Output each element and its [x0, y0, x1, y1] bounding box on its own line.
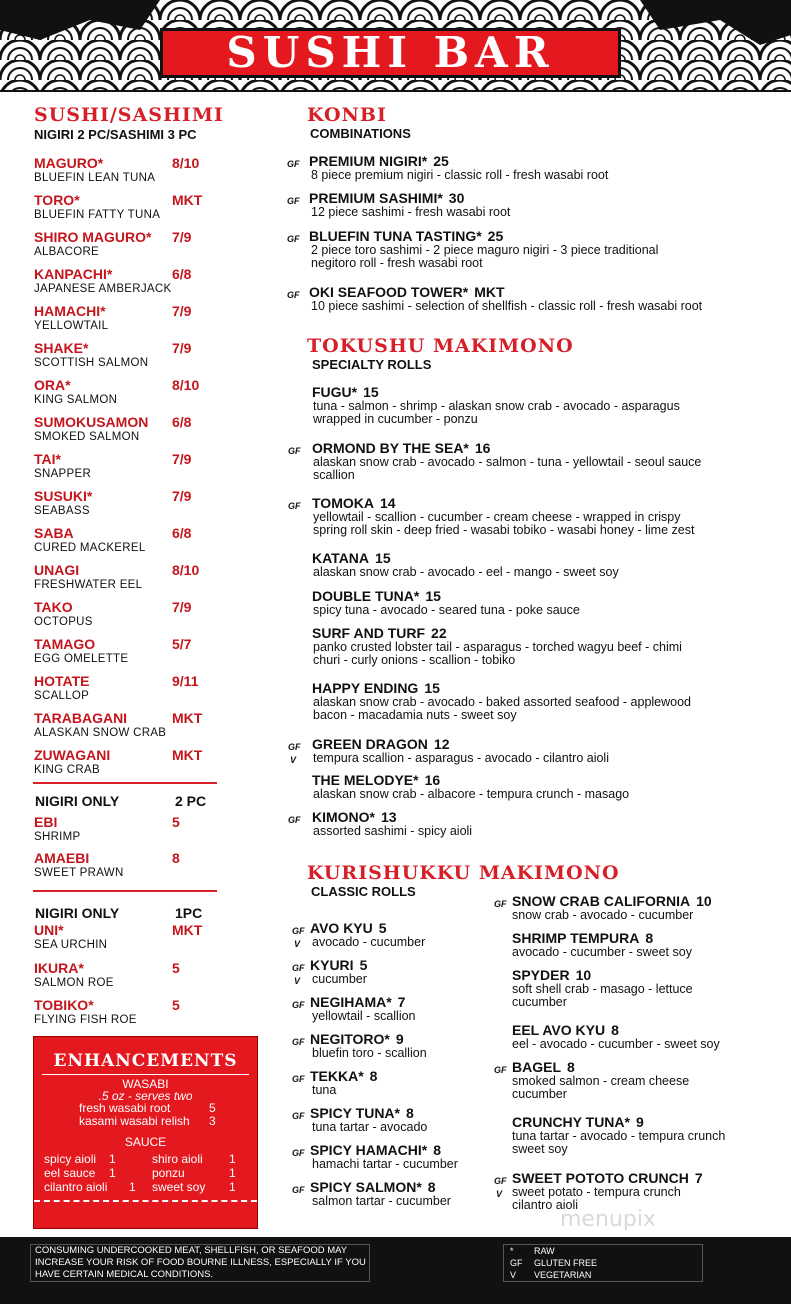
item-description: SEA URCHIN: [34, 939, 108, 951]
wasabi-heading: WASABI: [122, 1077, 169, 1091]
item-description: SCOTTISH SALMON: [34, 357, 149, 369]
menu-item: [312, 497, 694, 537]
menu-item: [310, 996, 416, 1023]
menu-item: [512, 1116, 725, 1156]
item-price: 7/9: [172, 303, 192, 319]
item-name: KIMONO*: [312, 809, 375, 825]
item-description: churi - curly onions - scallion - tobiko: [313, 653, 516, 667]
item-name: TEKKA*: [310, 1068, 364, 1084]
gluten-free-tag: GF: [494, 899, 507, 909]
item-name: DOUBLE TUNA*: [312, 588, 420, 604]
item-price: 5: [359, 957, 368, 973]
item-price: 8: [645, 930, 654, 946]
item-price: 16: [474, 440, 491, 456]
item-description: FRESHWATER EEL: [34, 579, 143, 591]
item-name: SHAKE*: [34, 340, 89, 356]
item-price: 7/9: [172, 451, 192, 467]
menu-item: [309, 155, 608, 182]
item-price: 25: [433, 153, 449, 169]
vegetarian-tag: V: [496, 1189, 503, 1199]
item-description: 10 piece sashimi - selection of shellfish - classic roll - fresh wasabi root: [311, 299, 703, 313]
item-name: CRUNCHY TUNA*: [512, 1114, 630, 1130]
item-name: EEL AVO KYU: [512, 1022, 606, 1038]
legend-box: [503, 1244, 703, 1282]
item-name: SPYDER: [512, 967, 570, 983]
item-description: 12 piece sashimi - fresh wasabi root: [311, 205, 511, 219]
sauce-price: 1: [129, 1180, 136, 1194]
menu-item: [34, 636, 210, 670]
nigiri-1pc-heading: [35, 905, 203, 921]
menu-item: [310, 1033, 427, 1060]
menu-item: [34, 340, 210, 374]
item-description: BLUEFIN LEAN TUNA: [34, 172, 156, 184]
item-name: SURF AND TURF: [312, 625, 426, 641]
fresh-wasabi-label: fresh wasabi root: [79, 1101, 171, 1115]
item-description: tempura scallion - asparagus - avocado - cilantro aioli: [313, 751, 609, 765]
sauce-name: ponzu: [152, 1166, 185, 1180]
item-description: yellowtail - scallion: [312, 1009, 416, 1023]
tokushu-title: TOKUSHU MAKIMONO: [307, 335, 574, 357]
item-price: 8/10: [172, 377, 200, 393]
item-description: SEABASS: [34, 505, 90, 517]
nigiri-2pc-heading: [35, 793, 207, 809]
item-description: sweet potato - tempura crunch: [512, 1185, 681, 1199]
item-name: MAGURO*: [34, 155, 104, 171]
item-name: HAMACHI*: [34, 303, 106, 319]
item-description: SNAPPER: [34, 468, 92, 480]
vegetarian-tag: V: [294, 939, 301, 949]
menu-item: [34, 303, 210, 337]
item-price: 8: [405, 1105, 414, 1121]
enhancements-box: [33, 1036, 258, 1229]
item-name: UNAGI: [34, 562, 80, 578]
gluten-free-tag: GF: [292, 1185, 305, 1195]
item-price: 7: [694, 1170, 703, 1186]
item-price: 8: [567, 1059, 575, 1075]
item-description: SMOKED SALMON: [34, 431, 140, 443]
item-price: 7/9: [172, 229, 192, 245]
item-name: SPICY HAMACHI*: [310, 1142, 428, 1158]
sauce-price: 1: [229, 1152, 236, 1166]
gluten-free-tag: GF: [292, 1074, 305, 1084]
item-name: GREEN DRAGON: [312, 736, 428, 752]
item-price: 8: [433, 1142, 441, 1158]
classic-title: KURISHUKKU MAKIMONO: [307, 862, 620, 884]
menu-item: [310, 1070, 377, 1097]
item-name: SHRIMP TEMPURA: [512, 930, 640, 946]
item-price: 25: [487, 228, 504, 244]
item-name: SUSUKI*: [34, 488, 93, 504]
item-name: IKURA*: [34, 960, 84, 976]
menu-item: [309, 230, 658, 270]
menu-item: [512, 969, 693, 1009]
item-description: CURED MACKEREL: [34, 542, 146, 554]
gluten-free-tag: GF: [287, 159, 300, 169]
item-price: 6/8: [172, 525, 192, 541]
item-price: 22: [431, 625, 447, 641]
menu-item: [34, 960, 210, 994]
item-description: cucumber: [312, 972, 367, 986]
menu-item: [34, 192, 210, 226]
menu-item: [34, 599, 210, 633]
legend-label: GLUTEN FREE: [534, 1258, 598, 1268]
menu-item: [34, 488, 210, 522]
gluten-free-tag: GF: [292, 1148, 305, 1158]
item-description: assorted sashimi - spicy aioli: [313, 824, 473, 838]
item-price: 8: [172, 850, 180, 866]
item-description: sweet soy: [512, 1142, 568, 1156]
item-description: cilantro aioli: [512, 1198, 579, 1212]
vegetarian-tag: V: [294, 976, 301, 986]
sauce-price: 1: [229, 1166, 236, 1180]
item-description: cucumber: [512, 995, 567, 1009]
item-description: 8 piece premium nigiri - classic roll - fresh wasabi root: [311, 168, 609, 182]
gluten-free-tag: GF: [287, 196, 300, 206]
menu-item: [312, 811, 472, 838]
item-name: EBI: [34, 814, 58, 830]
item-description: avocado - cucumber - sweet soy: [512, 945, 692, 959]
menu-item: [312, 682, 691, 722]
menu-item: [34, 997, 210, 1031]
menu-item: [34, 451, 210, 485]
item-description: SWEET PRAWN: [34, 867, 124, 879]
item-price: 9: [395, 1031, 404, 1047]
item-description: negitoro roll - fresh wasabi root: [311, 256, 483, 270]
item-description: 2 piece toro sashimi - 2 piece maguro nigiri - 3 piece traditional: [311, 243, 659, 257]
item-name: SUMOKUSAMON: [34, 414, 149, 430]
menu-item: [310, 959, 367, 986]
nigiri-2pc-label: NIGIRI ONLY: [35, 793, 120, 809]
title-box: [160, 28, 621, 78]
sashimi-title: SUSHI/SASHIMI: [34, 104, 224, 126]
item-name: TAKO: [34, 599, 73, 615]
item-description: snow crab - avocado - cucumber: [512, 908, 694, 922]
gluten-free-tag: GF: [288, 742, 301, 752]
item-description: avocado - cucumber: [312, 935, 426, 949]
sauce-name: sweet soy: [152, 1180, 206, 1194]
gluten-free-tag: GF: [292, 1000, 305, 1010]
menu-item: [312, 386, 680, 426]
item-price: 5/7: [172, 636, 192, 652]
item-price: 8: [427, 1179, 436, 1195]
item-name: SHIRO MAGURO*: [34, 229, 152, 245]
item-description: KING SALMON: [34, 394, 118, 406]
item-description: SCALLOP: [34, 690, 90, 702]
item-description: bluefin toro - scallion: [312, 1046, 427, 1060]
sauce-name: spicy aioli: [44, 1152, 97, 1166]
item-name: BAGEL: [512, 1059, 561, 1075]
menu-item: [310, 922, 425, 949]
item-name: ZUWAGANI: [34, 747, 111, 763]
item-name: KATANA: [312, 550, 370, 566]
menu-item: [309, 286, 702, 313]
konbi-subtitle: COMBINATIONS: [310, 126, 411, 141]
divider: [34, 1200, 257, 1202]
menu-item: [34, 562, 210, 596]
gluten-free-tag: GF: [292, 963, 305, 973]
gluten-free-tag: GF: [288, 501, 301, 511]
konbi-title: KONBI: [307, 104, 387, 126]
menu-item: [34, 414, 210, 448]
item-name: TOBIKO*: [34, 997, 94, 1013]
item-price: 8: [369, 1068, 378, 1084]
menu-item: [34, 229, 210, 263]
menu-item: [34, 710, 210, 744]
header-banner: [0, 0, 791, 92]
menu-item: [34, 266, 210, 300]
item-name: THE MELODYE*: [312, 772, 419, 788]
nigiri-1pc-count: 1PC: [175, 905, 203, 921]
menu-item: [34, 377, 210, 411]
item-price: 9/11: [172, 673, 199, 689]
warning-line: INCREASE YOUR RISK OF FOOD BOURNE ILLNESS, ESPECIALLY IF YOU: [35, 1257, 366, 1268]
menu-item: [312, 738, 609, 765]
item-price: 9: [635, 1114, 644, 1130]
item-price: 7: [397, 994, 406, 1010]
item-description: tuna tartar - avocado - tempura crunch: [512, 1129, 726, 1143]
gluten-free-tag: GF: [292, 1037, 305, 1047]
item-name: HAPPY ENDING: [312, 680, 419, 696]
item-description: cucumber: [512, 1087, 567, 1101]
menu-item: [312, 627, 682, 667]
sauce-name: shiro aioli: [152, 1152, 203, 1166]
sashimi-subtitle: NIGIRI 2 PC/SASHIMI 3 PC: [34, 127, 197, 142]
item-description: ALASKAN SNOW CRAB: [34, 727, 167, 739]
item-name: UNI*: [34, 922, 64, 938]
fresh-wasabi-price: 5: [209, 1101, 216, 1115]
item-description: tuna: [312, 1083, 337, 1097]
legend-key: *: [510, 1246, 514, 1256]
item-description: alaskan snow crab - avocado - baked assorted seafood - applewood: [313, 695, 692, 709]
item-price: 30: [448, 190, 465, 206]
item-name: PREMIUM NIGIRI*: [309, 153, 428, 169]
menu-item: [312, 552, 619, 579]
item-price: 16: [424, 772, 441, 788]
item-name: TORO*: [34, 192, 80, 208]
nigiri-1pc-label: NIGIRI ONLY: [35, 905, 120, 921]
classic-subtitle: CLASSIC ROLLS: [311, 884, 416, 899]
item-description: salmon tartar - cucumber: [312, 1194, 451, 1208]
item-description: soft shell crab - masago - lettuce: [512, 982, 693, 996]
item-name: KANPACHI*: [34, 266, 113, 282]
enhancements-title: ENHANCEMENTS: [53, 1051, 238, 1071]
item-price: 5: [172, 997, 180, 1013]
item-description: eel - avocado - cucumber - sweet soy: [512, 1037, 720, 1051]
item-description: OCTOPUS: [34, 616, 93, 628]
item-price: 15: [363, 384, 379, 400]
menu-item: [310, 1144, 458, 1171]
item-name: TOMOKA: [312, 495, 374, 511]
item-price: 6/8: [172, 414, 192, 430]
item-price: 5: [172, 814, 180, 830]
legend-key: GF: [510, 1258, 523, 1268]
item-name: NEGITORO*: [310, 1031, 390, 1047]
item-name: SPICY SALMON*: [310, 1179, 422, 1195]
vegetarian-tag: V: [290, 755, 297, 765]
wasabi-note: .5 oz - serves two: [98, 1089, 193, 1103]
item-description: tuna tartar - avocado: [312, 1120, 428, 1134]
item-description: yellowtail - scallion - cucumber - cream cheese - wrapped in crispy: [313, 510, 681, 524]
gluten-free-tag: GF: [287, 290, 300, 300]
item-description: SHRIMP: [34, 831, 81, 843]
item-description: hamachi tartar - cucumber: [312, 1157, 458, 1171]
item-description: tuna - salmon - shrimp - alaskan snow crab - avocado - asparagus: [313, 399, 680, 413]
item-name: TARABAGANI: [34, 710, 128, 726]
item-description: spicy tuna - avocado - seared tuna - poke sauce: [313, 603, 580, 617]
item-price: 15: [425, 588, 441, 604]
menu-item: [34, 155, 210, 189]
item-description: JAPANESE AMBERJACK: [34, 283, 172, 295]
item-name: AMAEBI: [34, 850, 90, 866]
item-name: HOTATE: [34, 673, 90, 689]
item-name: SPICY TUNA*: [310, 1105, 400, 1121]
item-description: scallion: [313, 468, 355, 482]
item-price: 5: [172, 960, 180, 976]
footer: [0, 1237, 791, 1304]
item-description: bacon - macadamia nuts - sweet soy: [313, 708, 517, 722]
item-price: 8: [611, 1022, 619, 1038]
item-price: 7/9: [172, 599, 192, 615]
item-name: PREMIUM SASHIMI*: [309, 190, 443, 206]
item-price: 10: [696, 893, 712, 909]
item-description: KING CRAB: [34, 764, 100, 776]
item-price: 12: [433, 736, 450, 752]
legend-label: RAW: [534, 1246, 555, 1256]
menu-item: [310, 1107, 427, 1134]
nigiri-2pc-count: 2 PC: [175, 793, 207, 809]
item-name: SABA: [34, 525, 74, 541]
item-price: 8/10: [172, 155, 200, 171]
item-description: alaskan snow crab - avocado - salmon - tuna - yellowtail - seoul sauce: [313, 455, 702, 469]
gluten-free-tag: GF: [288, 815, 301, 825]
item-price: 6/8: [172, 266, 192, 282]
menu-item: [512, 1024, 720, 1051]
gluten-free-tag: GF: [288, 446, 301, 456]
menu-item: [310, 1181, 451, 1208]
menu-item: [512, 895, 712, 922]
item-description: YELLOWTAIL: [34, 320, 109, 332]
divider: [42, 1074, 249, 1075]
gluten-free-tag: GF: [494, 1065, 507, 1075]
health-warning: [30, 1244, 370, 1282]
item-price: 7/9: [172, 340, 192, 356]
item-description: panko crusted lobster tail - asparagus - torched wagyu beef - chimi: [313, 640, 682, 654]
sauce-heading: SAUCE: [124, 1135, 167, 1149]
item-description: BLUEFIN FATTY TUNA: [34, 209, 161, 221]
item-description: ALBACORE: [34, 246, 100, 258]
item-name: TAMAGO: [34, 636, 96, 652]
divider: [33, 782, 217, 784]
kasami-wasabi-price: 3: [209, 1114, 216, 1128]
watermark: menupix: [560, 1207, 656, 1232]
item-price: 15: [424, 680, 440, 696]
menu-item: [34, 922, 210, 956]
item-name: AVO KYU: [310, 920, 373, 936]
item-name: BLUEFIN TUNA TASTING*: [309, 228, 482, 244]
item-price: MKT: [172, 710, 203, 726]
item-price: 5: [378, 920, 387, 936]
item-price: 14: [379, 495, 396, 511]
item-description: alaskan snow crab - avocado - eel - mango - sweet soy: [313, 565, 619, 579]
menu-item: [312, 590, 580, 617]
menu-item: [34, 814, 210, 848]
item-price: 8/10: [172, 562, 200, 578]
item-description: wrapped in cucumber - ponzu: [313, 412, 478, 426]
item-name: ORA*: [34, 377, 71, 393]
sauce-price: 1: [229, 1180, 236, 1194]
item-name: FUGU*: [312, 384, 358, 400]
menu-item: [34, 850, 210, 884]
divider: [33, 890, 217, 892]
item-price: MKT: [172, 922, 203, 938]
page-title: SUSHI BAR: [226, 28, 555, 77]
sauce-price: 1: [109, 1166, 116, 1180]
item-name: NEGIHAMA*: [310, 994, 392, 1010]
gluten-free-tag: GF: [292, 1111, 305, 1121]
legend-label: VEGETARIAN: [534, 1270, 592, 1280]
menu-item: [512, 1061, 689, 1101]
menu-item: [512, 932, 692, 959]
item-price: 10: [575, 967, 592, 983]
item-name: TAI*: [34, 451, 61, 467]
item-description: smoked salmon - cream cheese: [512, 1074, 690, 1088]
sauce-name: cilantro aioli: [44, 1180, 108, 1194]
menu-item: [312, 774, 629, 801]
item-description: alaskan snow crab - albacore - tempura crunch - masago: [313, 787, 630, 801]
menu-item: [309, 192, 510, 219]
menu-item: [34, 673, 210, 707]
tokushu-subtitle: SPECIALTY ROLLS: [312, 357, 432, 372]
item-price: 7/9: [172, 488, 192, 504]
menu-item: [512, 1172, 703, 1212]
menu-item: [312, 442, 701, 482]
menu-item: [34, 747, 210, 781]
item-price: MKT: [172, 747, 203, 763]
item-description: FLYING FISH ROE: [34, 1014, 137, 1026]
item-name: SWEET POTOTO CRUNCH: [512, 1170, 689, 1186]
item-price: MKT: [172, 192, 203, 208]
item-name: ORMOND BY THE SEA*: [312, 440, 469, 456]
legend-key: V: [510, 1270, 517, 1280]
sauce-price: 1: [109, 1152, 116, 1166]
kasami-wasabi-label: kasami wasabi relish: [79, 1114, 190, 1128]
item-price: MKT: [474, 284, 505, 300]
menu-item: [34, 525, 210, 559]
item-name: KYURI: [310, 957, 354, 973]
item-price: 15: [375, 550, 391, 566]
gluten-free-tag: GF: [494, 1176, 507, 1186]
item-name: SNOW CRAB CALIFORNIA: [512, 893, 691, 909]
item-description: EGG OMELETTE: [34, 653, 129, 665]
gluten-free-tag: GF: [292, 926, 305, 936]
item-description: spring roll skin - deep fried - wasabi tobiko - wasabi honey - lime zest: [313, 523, 695, 537]
warning-line: HAVE CERTAIN MEDICAL CONDITIONS.: [35, 1269, 214, 1280]
warning-line: CONSUMING UNDERCOOKED MEAT, SHELLFISH, OR SEAFOOD MAY: [35, 1245, 348, 1256]
item-description: SALMON ROE: [34, 977, 114, 989]
item-name: OKI SEAFOOD TOWER*: [309, 284, 469, 300]
item-price: 13: [381, 809, 397, 825]
gluten-free-tag: GF: [287, 234, 300, 244]
sauce-name: eel sauce: [44, 1166, 96, 1180]
